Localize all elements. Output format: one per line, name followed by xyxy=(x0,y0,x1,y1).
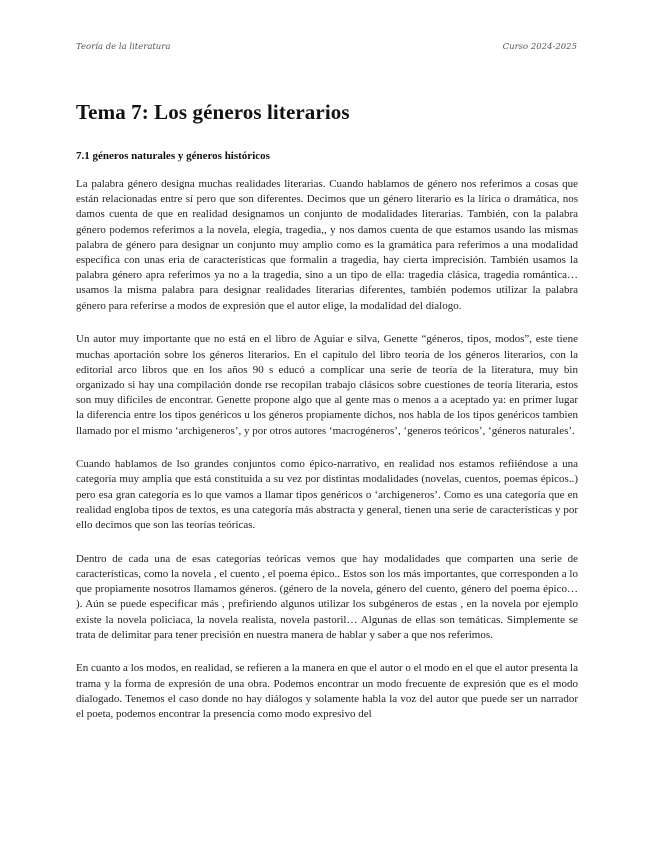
section-heading: 7.1 géneros naturales y géneros históricos xyxy=(76,150,270,162)
paragraph: Un autor muy importante que no está en el libro de Aguiar e silva, Genette “géneros, tipos, modos”, este tiene muchas aportación sobre los géneros literarios. En el capitulo del libro teoría de los géneros literarios, con la editorial arco libros que en los años 90 s educó a complicar una serie de teoría de la literatura, muy bin organizado si hay una compilación donde rse recopilan trabajo clásicos sobre cuestiones de teoría literaria, estos son muy difíciles de encontrar. Genette propone algo que al gente mas o menos a a aceptado ya: en primer lugar la diferencia entre los tipos genéricos u los géneros propiamente dichos, nos habla de los tipos genéricos tambien llamado por el mismo ‘archigeneros’, y por otros autores ‘macrogéneros’, ‘generos teóricos’, ‘géneros naturales’. xyxy=(76,333,578,437)
header-course-name: Teoría de la literatura xyxy=(76,42,171,52)
page-title: Tema 7: Los géneros literarios xyxy=(76,100,350,124)
paragraph: Cuando hablamos de lso grandes conjuntos como épico-narrativo, en realidad nos estamos refiiéndose a una categoría muy amplia que está constituida a su vez por distintas modalidades (novelas, cuentos, poemas épicos..) pero esa gran categoría es lo que vamos a llamar tipos genéricos o ‘archigeneros’. Como es una categoría que en realidad engloba tipos de textos, es una categoría más abstracta y general, tienen una serie de características y por ello decimos que son las teorías teóricas. xyxy=(76,458,578,532)
paragraph: La palabra género designa muchas realidades literarias. Cuando hablamos de género nos referimos a cosas que están relacionadas entre sí pero que son diferentes. Decimos que un género literario es la lírica o dramática, nos damos cuenta de que en realidad designamos un conjunto de modalidades literarias. También, con la palabra género podemos referimos a la novela, elegía, tragedia,, y nos damos cuenta de que estamos usando las mismas palabra de género para designar un conjunto muy amplio como es la gramática para referimos a una modalidad específica con unas eria de características que formalin a tragedia, hay cierta imprecisión. También usamos la palabra género apra referimos ya no a la tragedia, sino a un tipo de ella: tragedia clásica, tragedia romántica… usamos la misma palabra para designar realidades literarias diferentes, también podemos utilizar la palabra género para referirse a modos de expresión que el autor elige, la modalidad del dialogo. xyxy=(76,178,578,312)
header-academic-year: Curso 2024-2025 xyxy=(502,42,577,52)
paragraph: En cuanto a los modos, en realidad, se refieren a la manera en que el autor o el modo en el que el autor presenta la trama y la forma de expresión de una obra. Podemos encontrar un modo frecuente de expresión que es el modo dialogado. Tenemos el caso donde no hay diálogos y solamente habla la voz del autor que puede ser un narrador el poeta, podemos encontrar la presencia como modo expresivo del xyxy=(76,662,578,721)
paragraph: Dentro de cada una de esas categorías teóricas vemos que hay modalidades que comparten una serie de características, como la novela , el cuento , el poema épico.. Estos son los más importantes, que corresponden a lo que propiamente nosotros llamamos géneros. (género de la novela, género del cuento, género del poema épico… ). Aún se puede especificar más , prefiriendo algunos utilizar los subgéneros de estas , en la novela por ejemplo existe la novela policiaca, la novela realista, novela pastoril… Algunas de ellas son temáticas. Simplemente se trata de delimitar para tener precisión en nuestra manera de hablar y saber a que nos referimos. xyxy=(76,552,578,641)
document-body xyxy=(76,177,578,741)
